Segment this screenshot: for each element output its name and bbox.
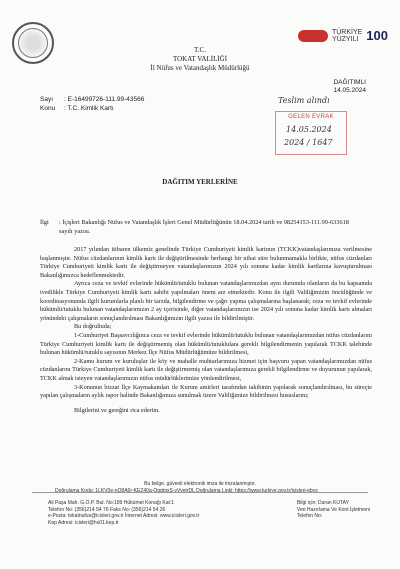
ilgi-label: İlgi (40, 219, 49, 226)
header-office: TOKAT VALİLİĞİ (172, 55, 228, 63)
stamp-title: GELEN EVRAK (288, 114, 334, 120)
turkiye-logo-text: TÜRKİYE YÜZYILI (331, 28, 363, 43)
ilgi-reference (40, 218, 360, 236)
stamp-number: 2024 / 1647 (284, 138, 333, 147)
contact-name: Bilgi için: Duran KUTAY (296, 500, 349, 506)
body-text (40, 246, 372, 415)
footer-kep: Kep Adresi: icisleri@hs01.kep.tr (48, 519, 119, 526)
footer-divider (32, 492, 368, 493)
sayi-label: Sayı (40, 96, 54, 103)
distribution-block (333, 79, 366, 95)
verification-code: Doğrulama Kodu: 1LKV0e-nQ8A6r-KEZ40a-OqdmxS-vVyetrDL Doğrulama Linki: https://www.turkiye.gov.tr/icisleri-ebys (55, 488, 318, 494)
paragraph-5: 2-Kamu kurum ve kuruluşlar ile köy ve mahalle muhtarlarımıza hizmet için başvuru yapan vatandaşlarımızdan nüfus cüzdanlarını Türkiye Cumhuriyeti kimlik kartı ile değiştirmemiş olan vatandaşlarımıza gerekli bilgilendirme ve duyurunun yapılarak, TCKK almak isteyen vatandaşlarımızın nüfus müdürlüklerimize yönlendirilmesi, (40, 357, 372, 382)
distribution-date: 14.05.2024 (333, 87, 366, 94)
header-logos (298, 28, 388, 43)
header-tc: T.C. (194, 46, 206, 54)
turkiye-logo-icon (298, 30, 328, 42)
paragraph-6: 3-Konunun bizzat İlçe Kaymakamları ile Kurum amirleri tarafından takibinin yapılarak sonuçlandırılması, bu süreçte yapılan çalışmaların aylık rapor halinde Bakanlığımıza sunulmak üzere Valiliğimize bildirilmesi hususlarını; (40, 383, 372, 400)
paragraph-4: 1-Cumhuriyet Başsavcılığınca ceza ve tevkif evlerinde hükümlü/tutuklu bulunan vatandaşlarımızdan nüfus cüzdanlarını Türkiye Cumhuriyeti kimlik kartı ile değiştirmemiş olan hükümlü/tutuklulara gerekli bilgilendirmenin yapılarak TCKK talebinde bulunan hükümlü/tutuklu sayısının Merkez İlçe Nüfus Müdürlüğümüze bildirilmesi, (40, 331, 372, 357)
document-title: DAĞITIM YERLERİNE (162, 178, 238, 186)
incoming-stamp (275, 111, 347, 155)
konu-value: : T.C. Kimlik Kartı (64, 105, 114, 112)
stamp-date: 14.05.2024 (286, 125, 332, 134)
footer-contact-block (297, 500, 370, 520)
footer-address-block (48, 500, 199, 526)
footer-email: e-Posta: tokatnufus@icisleri.gov.tr İnternet Adresi: www.icisleri.gov.tr (48, 513, 200, 520)
esign-note: Bu belge, güvenli elektronik imza ile imzalanmıştır. (144, 481, 256, 487)
contact-role: Veri Hazırlama Ve Kont.İşletmeni (296, 506, 370, 513)
sayi-value: : E-16499726-111.99-43566 (64, 96, 145, 103)
paragraph-7: Bilgilerini ve gereğini rica ederim. (74, 406, 160, 414)
header-dept: İl Nüfus ve Vatandaşlık Müdürlüğü (150, 64, 250, 72)
paragraph-1: 2017 yılından itibaren ülkemiz genelinde Türkiye Cumhuriyeti kimlik kartının (TCKK)vatandaşlarımıza verilmesine başlanmıştır. Nüfus cüzdanlarının kimlik kartı ile değiştirilmesinde herhangi bir nihai süre bulunmamakla birlikte, nüfus cüzdanları Türkiye Cumhuriyeti kimlik kartı ile değiştirmeyen vatandaşlarımızın 2024 yılı sonuna kadar kimlik kartlarına kavuşturulması Bakanlığımızca hedeflenmektedir. (40, 246, 372, 279)
footer-address: Ali Paşa Mah. G.O.P. Bul. No:189 Hükümet Konağı Kat:1 (48, 500, 175, 506)
contact-phone: Telefon No: (296, 513, 323, 520)
handwritten-note: Teslim alındı (278, 96, 330, 105)
paragraph-2: Ayrıca ceza ve tevkif evlerinde hükümlü/tutuklu bulunan vatandaşlarımızdan aynı durumda olanların da bu kapsamda ivedilikle Türkiye Cumhuriyeti kimlik kartı sahibi yapılmaları önem arz etmektedir. Konu ile ilgili Valiliğimizin öncülüğünde ve koordinasyonunda ilgili kurumlarla planlı bir tarzda, bilgilendirme ve çağrı yapma çalışmalarına başlanarak; ceza ve tevkif evlerinde hükümlü/tutuklu bulunan vatandaşlarımızın 2 ay içerisinde, diğer vatandaşlarımızın ise 2024 yılı sonuna kadar kimlik kartı almaları yönündeki çalışmaların sonuçlandırılması Bakanlığımızın ilgili yazısı ile bildirilmiştir. (40, 280, 372, 322)
footer-phone: Telefon No: (356)214 54 76 Faks No: (356)214 54 26 (48, 506, 166, 513)
ilgi-text: : İçişleri Bakanlığı Nüfus ve Vatandaşlık İşleri Genel Müdürlüğünün 18.04.2024 tarih ve 98254153-111.99-633618 sayılı yazısı. (59, 219, 349, 235)
konu-label: Konu (40, 105, 56, 112)
distribution-label: DAĞITIMLI (333, 79, 366, 86)
paragraph-3: Bu doğrultuda; (74, 323, 112, 331)
hundred-logo: 100 (366, 28, 388, 43)
